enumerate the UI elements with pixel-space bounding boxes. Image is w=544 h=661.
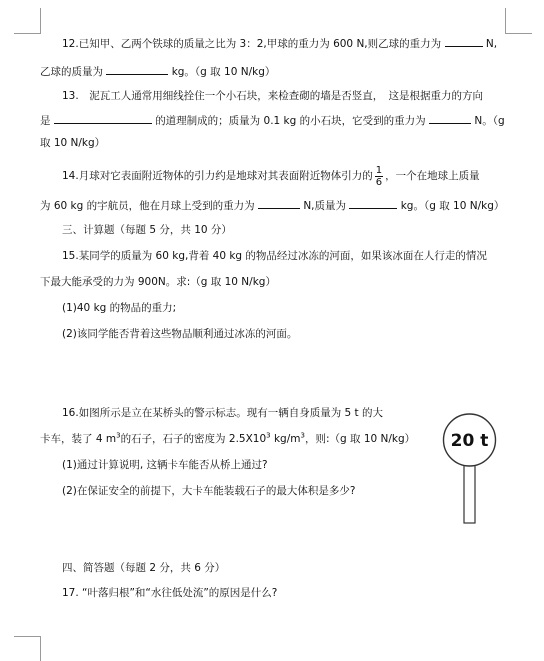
crop-mark: [505, 33, 532, 34]
crop-mark: [40, 8, 41, 34]
section-3-heading: 三、计算题（每题 5 分，共 10 分）: [62, 224, 232, 236]
question-13-line-3: 取 10 N/kg）: [40, 137, 106, 149]
crop-mark: [40, 636, 41, 661]
question-16-line-1: 16.如图所示是立在某桥头的警示标志。现有一辆自身质量为 5 t 的大: [62, 407, 384, 419]
fraction-one-sixth: $\frac{1}{6}$: [375, 164, 383, 188]
crop-mark: [14, 33, 41, 34]
answer-blank[interactable]: [54, 112, 152, 124]
question-17: 17. “叶落归根”和“水往低处流”的原因是什么?: [62, 587, 278, 599]
crop-mark: [14, 636, 41, 637]
weight-limit-sign-graphic: [441, 411, 501, 526]
answer-blank[interactable]: [349, 197, 397, 209]
question-14-line-1: 14.月球对它表面附近物体的引力约是地球对其表面附近物体引力的 $\frac{1}{6}$ ，一个在地球上质量: [62, 164, 480, 188]
question-12-line-2: 乙球的质量为 kg。（g 取 10 N/kg）: [40, 63, 275, 79]
answer-blank[interactable]: [258, 197, 300, 209]
answer-blank[interactable]: [445, 35, 483, 47]
question-16-line-2: 卡车，装了 4 $m^3$的石子，石子的密度为 $2.5X10^3$ $kg/m^3$，则:（g 取 10 N/kg）: [40, 431, 416, 445]
question-13-line-1: 13. 泥瓦工人通常用细线拴住一个小石块，来检查砌的墙是否竖直， 这是根据重力的方向: [62, 90, 483, 102]
question-14-line-2: 为 60 kg 的宇航员，他在月球上受到的重力为 N,质量为 kg。（g 取 10 N/kg）: [40, 197, 504, 213]
section-4-heading: 四、简答题（每题 2 分，共 6 分）: [62, 562, 226, 574]
question-15-sub-1: (1)40 kg 的物品的重力;: [62, 302, 177, 314]
question-16-sub-1: (1)通过计算说明, 这辆卡车能否从桥上通过?: [62, 459, 268, 471]
weight-limit-sign: [441, 411, 501, 526]
answer-blank[interactable]: [429, 112, 471, 124]
question-15-line-2: 下最大能承受的力为 900N。求:（g 取 10 N/kg）: [40, 276, 276, 288]
sign-label: 20 t: [450, 431, 489, 451]
answer-blank[interactable]: [106, 63, 168, 75]
question-13-line-2: 是 的道理制成的；质量为 0.1 kg 的小石块，它受到的重力为 N。（g: [40, 112, 505, 128]
question-16-sub-2: (2)在保证安全的前提下，大卡车能装载石子的最大体积是多少?: [62, 485, 356, 497]
crop-mark: [505, 8, 506, 34]
question-15-line-1: 15.某同学的质量为 60 kg,背着 40 kg 的物品经过冰冻的河面，如果该冰面在人行走的情况: [62, 250, 487, 262]
question-12-line-1: 12.已知甲、乙两个铁球的质量之比为 3：2,甲球的重力为 600 N,则乙球的重力为 N,: [62, 35, 497, 51]
question-15-sub-2: (2)该同学能否背着这些物品顺利通过冰冻的河面。: [62, 328, 298, 340]
